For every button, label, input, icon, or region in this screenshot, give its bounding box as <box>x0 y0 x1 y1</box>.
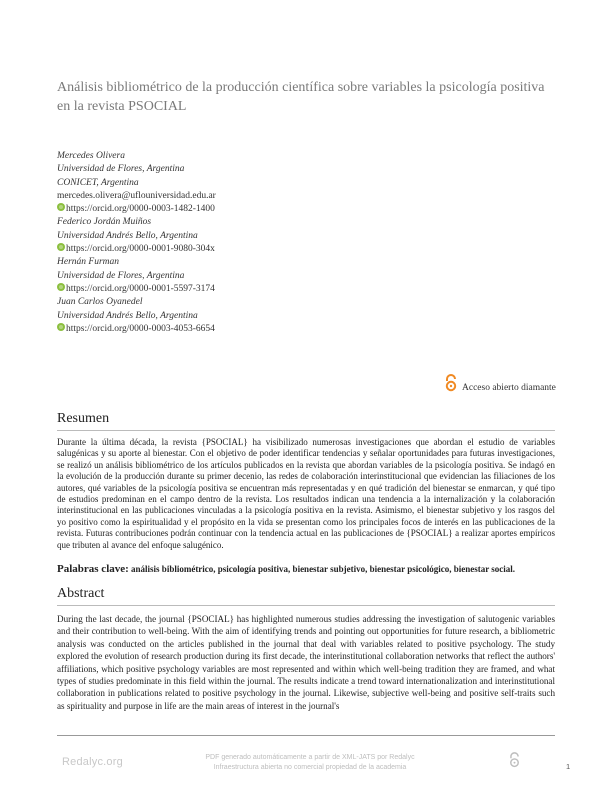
redalyc-logo: Redalyc.org <box>62 756 123 768</box>
orcid-icon <box>57 243 65 251</box>
keywords <box>57 563 555 575</box>
abstract-heading: Abstract <box>57 586 105 601</box>
footer-note <box>180 753 440 772</box>
keywords-list: análisis bibliométrico, psicología positiva, bienestar subjetivo, bienestar psicológico, bienestar social. <box>131 564 516 574</box>
open-access-badge <box>444 374 556 392</box>
orcid-link[interactable]: https://orcid.org/0000-0003-4053-6654 <box>57 323 457 336</box>
author-name: Mercedes Olivera <box>57 151 125 161</box>
resumen-heading: Resumen <box>57 411 110 426</box>
orcid-link[interactable]: https://orcid.org/0000-0001-5597-3174 <box>57 283 457 296</box>
section-divider <box>57 430 555 431</box>
author-affiliation: Universidad Andrés Bello, Argentina <box>57 230 198 241</box>
keywords-label: Palabras clave: <box>57 563 129 575</box>
footer-divider <box>57 735 555 736</box>
author-name: Hernán Furman <box>57 257 120 268</box>
author-affiliation: Universidad Andrés Bello, Argentina <box>57 310 198 321</box>
footer-line: Infraestructura abierta no comercial propiedad de la academia <box>213 763 407 771</box>
orcid-icon <box>57 203 65 211</box>
section-divider <box>57 605 555 606</box>
footer-open-access-icon <box>508 752 521 768</box>
orcid-icon <box>57 323 65 331</box>
open-access-label: Acceso abierto diamante <box>462 383 556 393</box>
orcid-link[interactable]: https://orcid.org/0000-0003-1482-1400 <box>57 203 457 216</box>
orcid-icon <box>57 283 65 291</box>
author-name: Federico Jordán Muiños <box>57 217 152 228</box>
author-affiliation: Universidad de Flores, Argentina <box>57 270 185 281</box>
abstract-body: During the last decade, the journal {PSOCIAL} has highlighted numerous studies addressing the investigation of salutogenic variables and their contribution to well-being. With the aim of identifying trends and pointing out opportunities for future research, a bibliometric analysis was conducted on the articles published in the journal that deal with variables related to positive psychology. The study explored the evolution of research production during its first decade, the interinstitutional collaboration networks that reflect the authors' affiliations, which positive psychology variables are most represented and within which well-being tradition they are framed, and what types of studies predominate in this field within the journal. The results indicate a trend toward internationalization and interinstitutional collaboration in publications related to positive psychology in the journal. Likewise, subjective well-being and positive self-traits such as spirituality and purpose in life are the main areas of interest in the journal's <box>57 614 555 711</box>
footer-line: PDF generado automáticamente a partir de XML-JATS por Redalyc <box>205 754 415 761</box>
author-name: Juan Carlos Oyanedel <box>57 297 143 308</box>
author-email[interactable]: mercedes.olivera@uflouniversidad.edu.ar <box>57 190 216 201</box>
author-affiliation: CONICET, Argentina <box>57 177 139 188</box>
resumen-body: Durante la última década, la revista {PSOCIAL} ha visibilizado numerosas investigaciones que abordan el estudio de variables salugénicas y su aporte al bienestar. Con el objetivo de poder identificar tendencias y señalar oportunidades para futuras investigaciones, se realizó un análisis bibliométrico de los artículos publicados en la revista que abordan variables de la psicología positiva. Se indagó en la evolución de la producción durante su primer decenio, las redes de colaboración interinstitucional que evidencian las filiaciones de los autores, qué variables de la psicología positiva se encuentran más representadas y en qué tradición del bienestar se enmarcan, y qué tipo de estudios predominan en el campo dentro de la revista. Los resultados indican una tendencia a la internalización y la colaboración interinstitucional en las publicaciones vinculadas a la psicología positiva en la revista. Asimismo, el bienestar subjetivo y los rasgos del yo positivo como la espiritualidad y el propósito en la vida se presentan como los principales focos de interés en las publicaciones de la revista. Futuras contribuciones podrán continuar con la tendencia actual en las publicaciones de {PSOCIAL} a realizar aportes empíricos que tributen al avance del enfoque salugénico. <box>57 437 555 550</box>
author-block <box>57 150 457 336</box>
article-title: Análisis bibliométrico de la producción científica sobre variables la psicología positiva en la revista PSOCIAL <box>57 80 545 114</box>
author-affiliation: Universidad de Flores, Argentina <box>57 164 185 175</box>
page-number: 1 <box>566 762 571 771</box>
open-access-icon <box>444 374 458 392</box>
orcid-link[interactable]: https://orcid.org/0000-0001-9080-304x <box>57 243 457 256</box>
